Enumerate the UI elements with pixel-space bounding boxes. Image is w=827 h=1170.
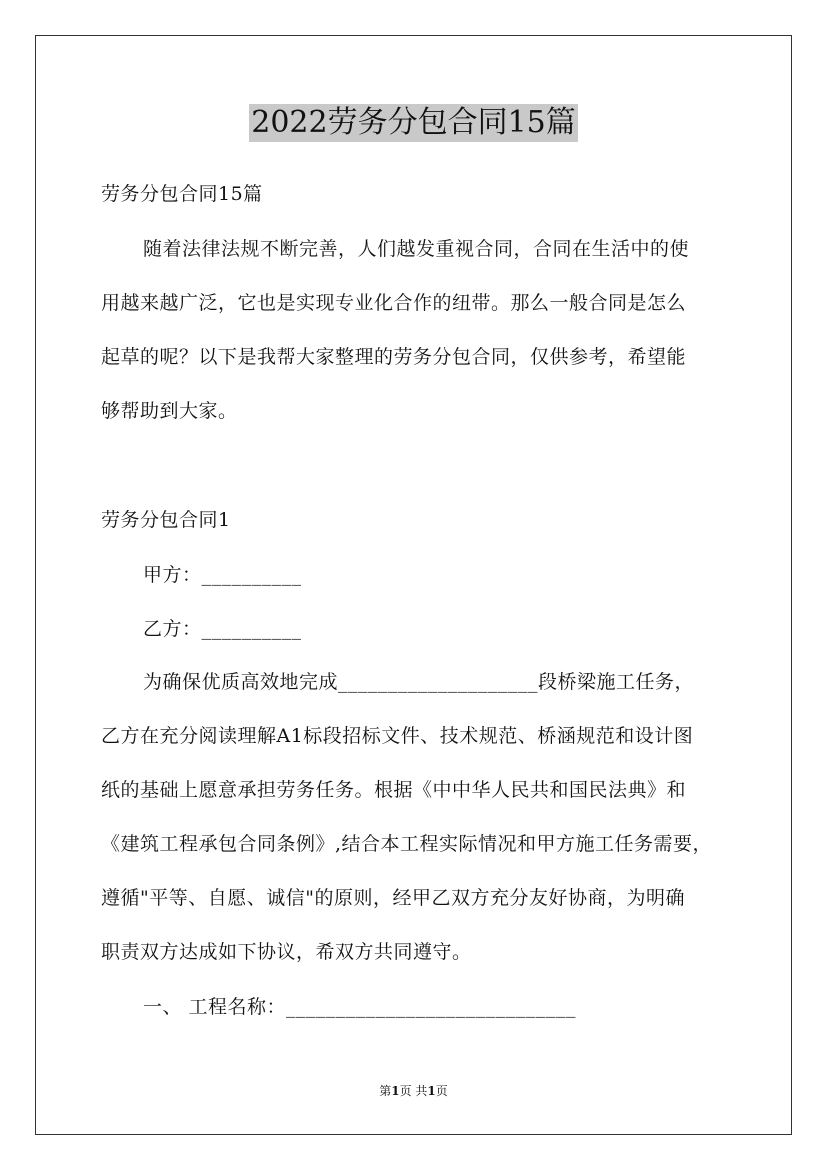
body-line-1: 为确保优质高效地完成____________________段桥梁施工任务，	[143, 671, 695, 693]
section-one-line: 一、 工程名称：_____________________________	[143, 996, 577, 1018]
party-a-line: 甲方：__________	[143, 564, 302, 586]
party-b-line: 乙方：__________	[143, 618, 302, 640]
intro-line-2: 用越来越广泛，它也是实现专业化合作的纽带。那么一般合同是怎么	[101, 292, 687, 314]
body-line-6: 职责双方达成如下协议，希双方共同遵守。	[101, 941, 472, 963]
body-line-4: 《建筑工程承包合同条例》,结合本工程实际情况和甲方施工任务需要，	[101, 833, 713, 855]
footer-suffix: 页	[435, 1084, 448, 1098]
footer-mid: 页 共	[399, 1084, 428, 1098]
footer-prefix: 第	[379, 1084, 392, 1098]
title-container	[0, 104, 827, 142]
document-subtitle: 劳务分包合同15篇	[101, 183, 263, 205]
intro-line-3: 起草的呢？以下是我帮大家整理的劳务分包合同，仅供参考，希望能	[101, 346, 687, 368]
footer-total-pages: 1	[427, 1084, 436, 1098]
intro-line-1: 随着法律法规不断完善，人们越发重视合同，合同在生活中的使	[143, 238, 690, 260]
intro-line-4: 够帮助到大家。	[101, 400, 238, 422]
page-footer	[0, 1083, 827, 1099]
document-title: 2022劳务分包合同15篇	[251, 105, 576, 140]
footer-page-number: 1	[391, 1084, 400, 1098]
contract-heading: 劳务分包合同1	[101, 509, 231, 531]
body-line-3: 纸的基础上愿意承担劳务任务。根据《中中华人民共和国民法典》和	[101, 779, 687, 801]
body-line-2: 乙方在充分阅读理解A1标段招标文件、技术规范、桥涵规范和设计图	[101, 725, 694, 747]
body-line-5: 遵循"平等、自愿、诚信"的原则，经甲乙双方充分友好协商，为明确	[101, 887, 685, 909]
